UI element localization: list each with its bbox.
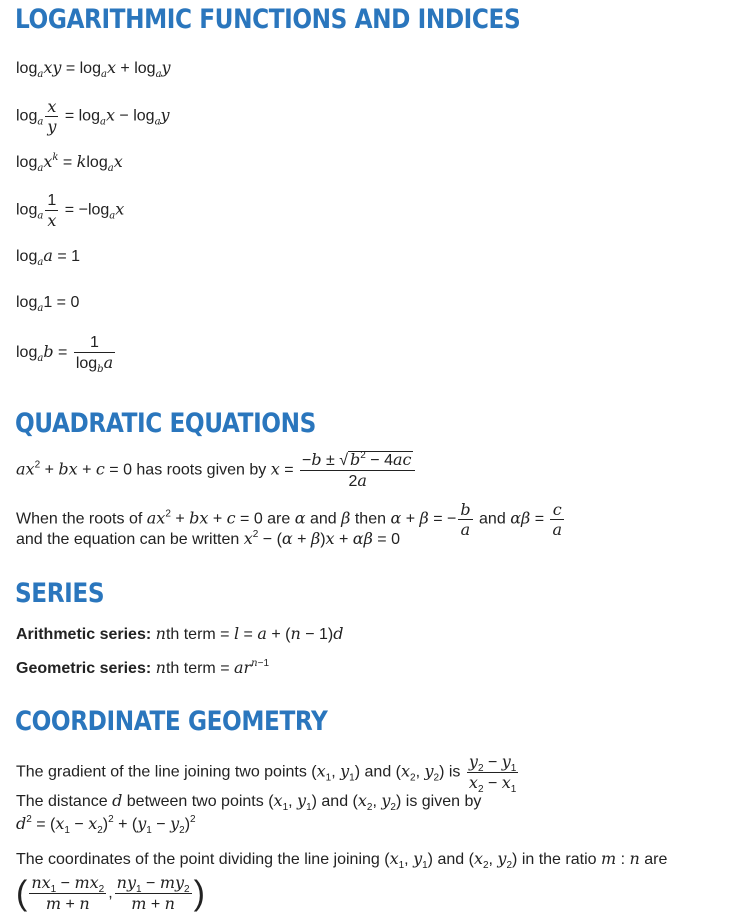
formula-gradient: The gradient of the line joining two points ($x_1$, $y_1$) and ($x_2$, $y_2$) is $\frac{y_2 - y_1}{x_2 - x_1}$ <box>16 752 517 795</box>
nth-term-text-2: th term <box>165 660 216 677</box>
formula-log-power: $\log_ax^k = klog_ax$ <box>16 152 123 174</box>
formula-section-point: ( $\frac{nx_1 - mx_2}{m + n}$ , $\frac{ny_1 - my_2}{m + n}$ ) <box>16 873 205 913</box>
distance-text-2: between two points <box>126 793 264 810</box>
formula-log-product: $\log_axy = \log_ax + \log_ay$ <box>16 58 171 80</box>
and-text-3: and <box>364 763 392 781</box>
written-text: and the equation can be written <box>16 531 240 548</box>
in-ratio-text: in the ratio <box>521 851 597 868</box>
formula-log-one: $\log_a1 = 0$ <box>16 294 80 314</box>
arithmetic-series-label: Arithmetic series: <box>16 626 152 643</box>
are-text-2: are <box>644 851 668 868</box>
section-title-coordinate: COORDINATE GEOMETRY <box>15 706 328 737</box>
and-text-4: and <box>321 793 349 810</box>
distance-text-3: is given by <box>405 793 482 810</box>
is-text: is <box>448 763 461 781</box>
section-title-quadratic: QUADRATIC EQUATIONS <box>15 408 316 439</box>
formula-distance: $d^2 = (x_1 - x_2)^2 + (y_1 - y_2)^2$ <box>16 814 196 836</box>
formula-geometric-series: Geometric series: nth term = $ar^{n-1}$ <box>16 658 270 677</box>
formula-arithmetic-series: Arithmetic series: nth term = l = a + (n − 1)d <box>16 624 344 643</box>
formula-quadratic-roots: $ax^2$ + bx + c = 0 has roots given by x = $\frac{-b \pm √ b^2 - 4ac}{2a}$ <box>16 450 417 491</box>
formula-log-base: $\log_aa = 1$ <box>16 246 81 268</box>
section-title-logarithmic: LOGARITHMIC FUNCTIONS AND INDICES <box>15 4 521 35</box>
geometric-series-label: Geometric series: <box>16 660 152 677</box>
formula-log-reciprocal: $\log_a$ $\frac{1}{x}$ = $-\log_ax$ <box>16 192 125 230</box>
formula-log-change-base: $\log_ab$ = $\frac{1}{\log_ba}$ <box>16 334 114 375</box>
and-text-5: and <box>437 851 465 868</box>
text-dividing-point: The coordinates of the point dividing the line joining ($x_1$, $y_1$) and ($x_2$, $y_2$) in the ratio m : n are <box>16 849 668 871</box>
text-roots-relation: When the roots of $ax^2$ + bx + c = 0 are α and β then α + β = − $\frac{b}{a}$ and αβ = $\frac{c}{a}$ <box>16 500 563 539</box>
distance-text-1: The distance <box>16 793 108 810</box>
nth-term-text: th term <box>165 626 216 643</box>
and-text-2: and <box>479 510 506 528</box>
section-title-series: SERIES <box>15 578 105 609</box>
when-roots-text: When the roots of <box>16 510 143 528</box>
quadratic-roots-text: has roots given by <box>136 461 267 479</box>
text-equation-written: and the equation can be written $x^2 - (\alpha + \beta)x + \alpha\beta = 0$ <box>16 529 400 548</box>
then-text: then <box>354 510 386 528</box>
and-text: and <box>310 510 337 528</box>
gradient-text: The gradient of the line joining two points <box>16 763 307 781</box>
are-text: are <box>267 510 291 528</box>
dividing-text: The coordinates of the point dividing the line joining <box>16 851 380 868</box>
formula-log-quotient: $\log_a$ $\frac{x}{y}$ = $\log_ax - \log_ay$ <box>16 97 170 136</box>
text-distance: The distance d between two points ($x_1$, $y_1$) and ($x_2$, $y_2$) is given by <box>16 791 482 813</box>
